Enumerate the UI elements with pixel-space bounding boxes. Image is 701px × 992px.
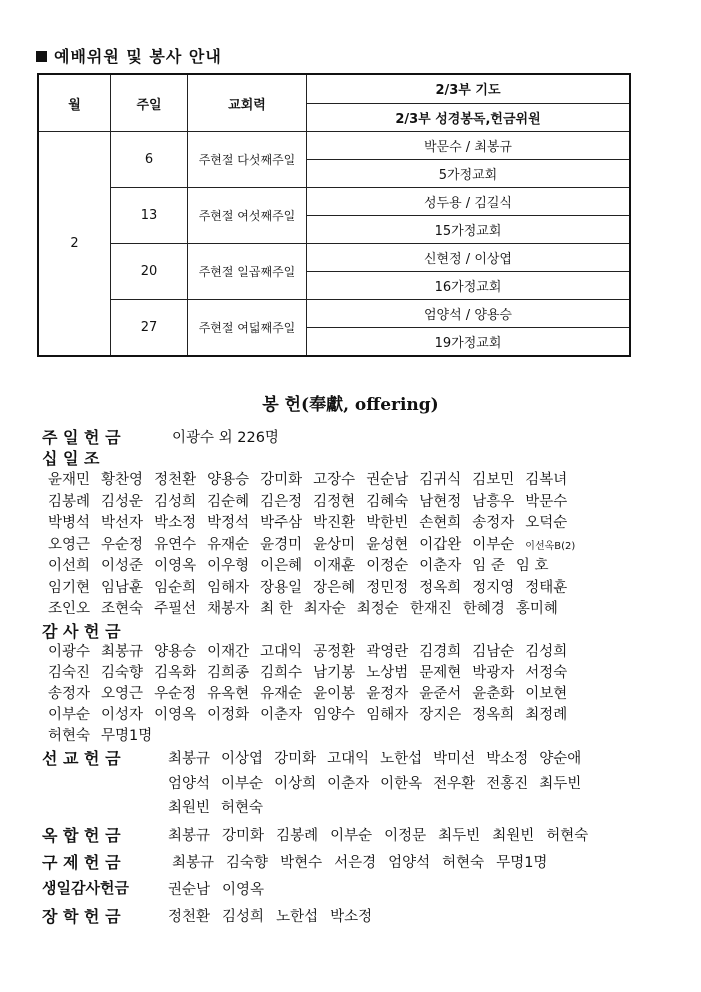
person-name: 윤정자: [366, 686, 409, 702]
person-name: 엄양석: [388, 855, 431, 871]
person-name: 양용승: [207, 472, 250, 488]
person-name: 김성희: [525, 644, 568, 660]
person-name: 윤춘화: [472, 686, 515, 702]
person-name: 박현수: [280, 855, 323, 871]
prayer-cell: 엄양석 / 양용승: [307, 300, 631, 328]
person-name: 전홍진: [486, 775, 529, 792]
person-name: 장은혜: [313, 579, 356, 596]
person-name: 박소정: [154, 515, 197, 531]
relief-label: 구 제 헌 금: [42, 853, 121, 872]
person-name: 오영근: [101, 686, 144, 702]
person-name: 최원빈: [168, 800, 211, 816]
person-name: 박정석: [207, 515, 250, 531]
birthday-names: [168, 878, 276, 899]
person-name: 이재훈: [313, 558, 356, 574]
person-name: 최봉규: [172, 855, 215, 871]
person-name: 강미화: [260, 472, 303, 488]
person-name: 최 한: [260, 601, 293, 617]
person-name: 허현숙: [48, 728, 91, 744]
group-cell: 19가정교회: [307, 328, 631, 357]
person-name: 서은경: [334, 855, 377, 871]
person-name: 남기봉: [313, 665, 356, 681]
person-name: 임해자: [207, 579, 250, 596]
person-name: 최원빈: [492, 828, 535, 844]
person-name: 김은정: [260, 493, 303, 510]
unity-names: [168, 824, 600, 845]
person-name: 김남순: [472, 644, 515, 660]
person-name: 윤경미: [260, 536, 303, 553]
person-name: 채봉자: [207, 601, 250, 617]
thanks-line: [48, 724, 163, 745]
person-name: 권순남: [168, 882, 211, 898]
person-name: 이정화: [207, 707, 250, 723]
person-name: 임 호: [515, 558, 549, 574]
week-cell: 6: [111, 132, 188, 188]
person-name: 김희종: [207, 665, 250, 681]
person-name: 박병석: [48, 515, 91, 531]
person-name: 윤성현: [366, 536, 409, 553]
person-name: 박선자: [101, 515, 144, 531]
person-name: 김성희: [222, 909, 265, 925]
person-name: 이성준: [101, 558, 144, 574]
person-name: 이상희: [274, 775, 317, 792]
person-name: 이성자: [101, 707, 144, 723]
person-name: 임기현: [48, 579, 91, 596]
person-name: 이갑완: [419, 536, 462, 553]
person-name: 박광자: [472, 665, 515, 681]
tithe-label: 십 일 조: [42, 449, 100, 468]
person-name: 정민정: [366, 579, 409, 596]
offering-title: 봉 헌(奉獻, offering): [262, 395, 439, 415]
person-name: 고장수: [313, 472, 356, 488]
tithe-line: [48, 468, 578, 489]
person-name: 홍미혜: [515, 601, 558, 617]
person-name: 고대익: [327, 751, 370, 767]
person-name: 이정문: [384, 828, 427, 844]
person-name: 이정순: [366, 558, 409, 574]
prayer-cell: 박문수 / 최봉규: [307, 132, 631, 160]
person-name: 이춘자: [419, 558, 462, 574]
person-name: 최정례: [525, 707, 568, 723]
person-name: 오영근: [48, 536, 91, 553]
group-cell: 5가정교회: [307, 160, 631, 188]
relief-names: [172, 851, 559, 872]
person-name: 정옥희: [472, 707, 515, 723]
person-name: 정천환: [154, 472, 197, 488]
person-name: 정천환: [168, 909, 211, 925]
person-name: 이영옥: [154, 707, 197, 723]
sunday-offering-label: 주 일 헌 금: [42, 428, 121, 447]
calendar-cell: 주현절 다섯째주일: [188, 132, 307, 188]
person-name: 남현정: [419, 493, 462, 510]
person-name: 이광수: [48, 644, 91, 660]
person-name: 황찬영: [101, 472, 144, 488]
tithe-line: [48, 533, 586, 554]
person-name: 유옥현: [207, 686, 250, 702]
person-name: 박한빈: [366, 515, 409, 531]
person-name: 윤준서: [419, 686, 462, 702]
person-name: 허현숙: [221, 800, 264, 816]
person-name: 김옥화: [154, 665, 197, 681]
person-name: 강미화: [274, 751, 317, 767]
person-name: 최두빈: [438, 828, 481, 844]
person-name: 권순남: [366, 472, 409, 488]
person-name: 최자순: [303, 601, 346, 617]
prayer-cell: 성두용 / 김길식: [307, 188, 631, 216]
person-name: 서정숙: [525, 665, 568, 681]
person-name: 허현숙: [546, 828, 589, 844]
person-name: 우순정: [154, 686, 197, 702]
person-name: 정태훈: [525, 579, 568, 596]
person-name: 윤재민: [48, 472, 91, 488]
person-name: 박미선: [433, 751, 476, 767]
calendar-cell: 주현절 여덟째주일: [188, 300, 307, 357]
scholarship-label: 장 학 헌 금: [42, 907, 121, 926]
person-name: 이선희: [48, 558, 91, 574]
scholarship-names: [168, 905, 384, 926]
person-name: 김성희: [154, 493, 197, 510]
thanks-label: 감 사 헌 금: [42, 622, 121, 641]
person-name: 이우형: [207, 558, 250, 574]
thanks-line: [48, 682, 578, 703]
person-name: 조현숙: [101, 601, 144, 617]
person-name: 이부순: [472, 536, 515, 553]
person-name: 문제현: [419, 665, 462, 681]
person-name: 이한옥: [380, 775, 423, 792]
person-name: 허현숙: [442, 855, 485, 871]
person-name: 송정자: [48, 686, 91, 702]
tithe-line: [48, 576, 578, 597]
person-name: 유재순: [260, 686, 303, 702]
unity-label: 옥 합 헌 금: [42, 826, 121, 845]
person-name: 이춘자: [260, 707, 303, 723]
person-name: 한재진: [409, 601, 452, 617]
person-name: 박소정: [486, 751, 529, 767]
calendar-cell: 주현절 일곱째주일: [188, 244, 307, 300]
tithe-line: [48, 597, 569, 618]
person-name: 이재간: [207, 644, 250, 660]
person-name: 윤상미: [313, 536, 356, 553]
person-name: 이상엽: [221, 751, 264, 767]
person-name: 최봉규: [101, 644, 144, 660]
header-reading: 2/3부 성경봉독,헌금위원: [307, 103, 631, 132]
thanks-line: [48, 661, 578, 682]
person-name: 임해자: [366, 707, 409, 723]
person-name: 이보현: [525, 686, 568, 702]
header-calendar: 교회력: [188, 74, 307, 132]
person-name: 김복녀: [525, 472, 568, 488]
person-name: 오덕순: [525, 515, 568, 531]
tithe-line: [48, 554, 560, 575]
birthday-label: 생일감사헌금: [42, 879, 129, 897]
person-name: 김봉례: [48, 493, 91, 510]
person-name: 강미화: [222, 828, 265, 844]
person-name: 남흥우: [472, 493, 515, 510]
tithe-line: [48, 511, 578, 532]
person-name: 고대익: [260, 644, 303, 660]
person-name: 한혜경: [462, 601, 505, 617]
person-name: 공정환: [313, 644, 356, 660]
person-name: 양순애: [539, 751, 582, 767]
worship-schedule-table: [37, 73, 631, 357]
calendar-cell: 주현절 여섯째주일: [188, 188, 307, 244]
person-name: 무명1명: [101, 728, 153, 744]
person-name: 김순혜: [207, 493, 250, 510]
month-cell: 2: [38, 132, 111, 357]
person-name: 이부순: [330, 828, 373, 844]
person-name: 엄양석: [168, 775, 211, 792]
mission-label: 선 교 헌 금: [42, 749, 121, 768]
person-name: 김봉례: [276, 828, 319, 844]
week-cell: 20: [111, 244, 188, 300]
week-cell: 27: [111, 300, 188, 357]
prayer-cell: 신현정 / 이상엽: [307, 244, 631, 272]
person-name: 노상범: [366, 665, 409, 681]
header-prayer: 2/3부 기도: [307, 74, 631, 103]
person-name: 김보민: [472, 472, 515, 488]
header-month: 월: [38, 74, 111, 132]
person-name: 박소정: [330, 909, 373, 925]
group-cell: 16가정교회: [307, 272, 631, 300]
mission-line: [168, 747, 592, 768]
group-cell: 15가정교회: [307, 216, 631, 244]
person-name: 전우환: [433, 775, 476, 792]
person-name: 윤이봉: [313, 686, 356, 702]
person-name: 무명1명: [496, 855, 548, 871]
person-name: 이영옥: [222, 882, 265, 898]
person-name: 유연수: [154, 536, 197, 553]
person-name: 이영옥: [154, 558, 197, 574]
person-name: 최봉규: [168, 828, 211, 844]
person-name: 박주삼: [260, 515, 303, 531]
person-name: 김희수: [260, 665, 303, 681]
person-name: 김정현: [313, 493, 356, 510]
person-name: 손현희: [419, 515, 462, 531]
person-name: 최정순: [356, 601, 399, 617]
section-title: 예배위원 및 봉사 안내: [36, 44, 222, 67]
person-name: 이선옥B(2): [525, 540, 576, 552]
person-name: 박진환: [313, 515, 356, 531]
person-name: 노한섭: [276, 909, 319, 925]
person-name: 이춘자: [327, 775, 370, 792]
person-name: 곽영란: [366, 644, 409, 660]
person-name: 김귀식: [419, 472, 462, 488]
person-name: 최봉규: [168, 751, 211, 767]
header-week: 주일: [111, 74, 188, 132]
person-name: 장지은: [419, 707, 462, 723]
thanks-line: [48, 640, 578, 661]
person-name: 김경희: [419, 644, 462, 660]
person-name: 양용승: [154, 644, 197, 660]
person-name: 김혜숙: [366, 493, 409, 510]
person-name: 임양수: [313, 707, 356, 723]
person-name: 장용일: [260, 579, 303, 596]
person-name: 이부순: [221, 775, 264, 792]
person-name: 임남훈: [101, 579, 144, 596]
person-name: 김숙진: [48, 665, 91, 681]
mission-line: [168, 796, 274, 817]
person-name: 박문수: [525, 493, 568, 510]
person-name: 우순정: [101, 536, 144, 553]
person-name: 송정자: [472, 515, 515, 531]
person-name: 이부순: [48, 707, 91, 723]
person-name: 김성운: [101, 493, 144, 510]
person-name: 김숙향: [226, 855, 269, 871]
person-name: 임순희: [154, 579, 197, 596]
person-name: 최두빈: [539, 775, 582, 792]
week-cell: 13: [111, 188, 188, 244]
person-name: 이은혜: [260, 558, 303, 574]
person-name: 노한섭: [380, 751, 423, 767]
tithe-line: [48, 490, 578, 511]
person-name: 김숙향: [101, 665, 144, 681]
person-name: 주필선: [154, 601, 197, 617]
person-name: 임 준: [472, 558, 505, 574]
person-name: 조인오: [48, 601, 91, 617]
square-bullet-icon: [36, 51, 47, 62]
person-name: 유재순: [207, 536, 250, 553]
thanks-line: [48, 703, 578, 724]
person-name: 정지영: [472, 579, 515, 596]
sunday-offering-text: 이광수 외 226명: [172, 430, 279, 446]
mission-line: [168, 772, 592, 793]
person-name: 정옥희: [419, 579, 462, 596]
